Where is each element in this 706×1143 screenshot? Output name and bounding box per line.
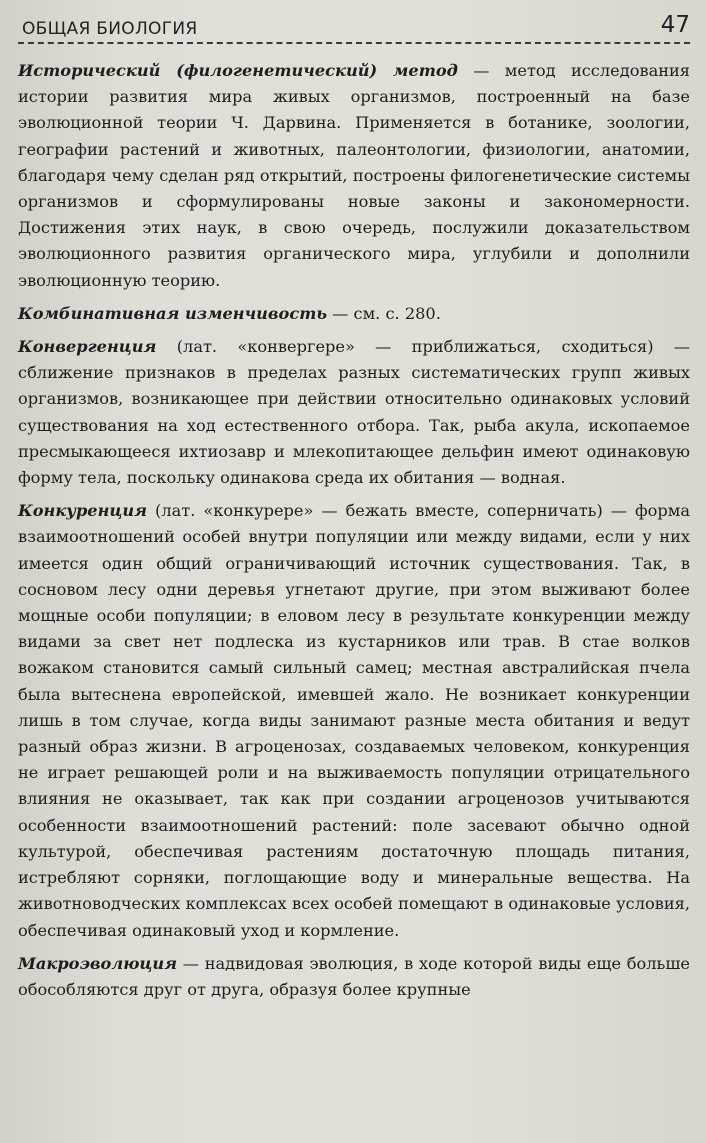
entry-convergence <box>18 334 690 491</box>
glossary-entries <box>18 58 690 1003</box>
entry-term: Конвергенция <box>18 337 157 357</box>
entry-text: — метод исследования истории развития мира живых организмов, построенный на базе эволюционной теории Ч. Дарвина. Применяется в ботанике, зоологии, географии растений и животных, палеонтологии, физиологии, анатомии, благодаря чему сделан ряд открытий, построены филогенетические системы организмов и сформулированы новые законы и закономерности. Достижения этих наук, в свою очередь, послужили доказательством эволюционного развития органического мира, углубили и дополнили эволюционную теорию. <box>18 61 691 290</box>
entry-text: — надвидовая эволюция, в ходе которой виды еще больше обособляются друг от друга, образуя более крупные <box>18 953 690 999</box>
entry-competition <box>18 498 690 943</box>
entry-term: Конкуренция <box>18 501 148 521</box>
entry-text: (лат. «конкурере» — бежать вместе, соперничать) — форма взаимоотношений особей внутри популяции или между видами, если у них имеется один общий ограничивающий источник существования. Так, в сосновом лесу одни деревья угнетают другие, при этом выживают более мощные особи популяции; в еловом лесу в результате конкуренции между видами за свет нет подлеска из кустарников или трав. В стае волков вожаком становится самый сильный самец; местная австралийская пчела была вытеснена европейской, имевшей жало. Не возникает конкуренции лишь в том случае, когда виды занимают разные места обитания и ведут разный образ жизни. В агроценозах, создаваемых человеком, конкуренция не играет решающей роли и на выживаемость популяции отрицательного влияния не оказывает, так как при создании агроценозов учитываются особенности взаимоотношений растений: поле засевают обычно одной культурой, обеспечивая растениям достаточную площадь питания, истребляют сорняки, поглощающие воду и минеральные вещества. На животноводческих комплексах всех особей помещают в одинаковые условия, обеспечивая одинаковый уход и кормление. <box>18 501 690 940</box>
entry-combinative-variability <box>18 301 690 327</box>
running-title: ОБЩАЯ БИОЛОГИЯ <box>22 19 198 39</box>
book-page <box>18 8 690 1010</box>
entry-term: Макроэволюция <box>18 953 178 973</box>
entry-text: — см. с. 280. <box>327 303 441 323</box>
running-header <box>18 8 690 44</box>
entry-term: Исторический (филогенетический) метод <box>18 61 458 80</box>
entry-text: (лат. «конвергере» — приближаться, сходиться) — сближение признаков в пределах разных систематических групп живых организмов, возникающее при действии относительно одинаковых условий существования на ход естественного отбора. Так, рыба акула, ископаемое пресмыкающееся ихтиозавр и млекопитающее дельфин имеют одинаковую форму тела, поскольку одинакова среда их обитания — водная. <box>18 337 690 488</box>
entry-term: Комбинативная изменчивость <box>18 303 328 323</box>
entry-macroevolution <box>18 951 690 1003</box>
entry-historical-method <box>18 58 690 294</box>
page-number: 47 <box>660 12 690 38</box>
